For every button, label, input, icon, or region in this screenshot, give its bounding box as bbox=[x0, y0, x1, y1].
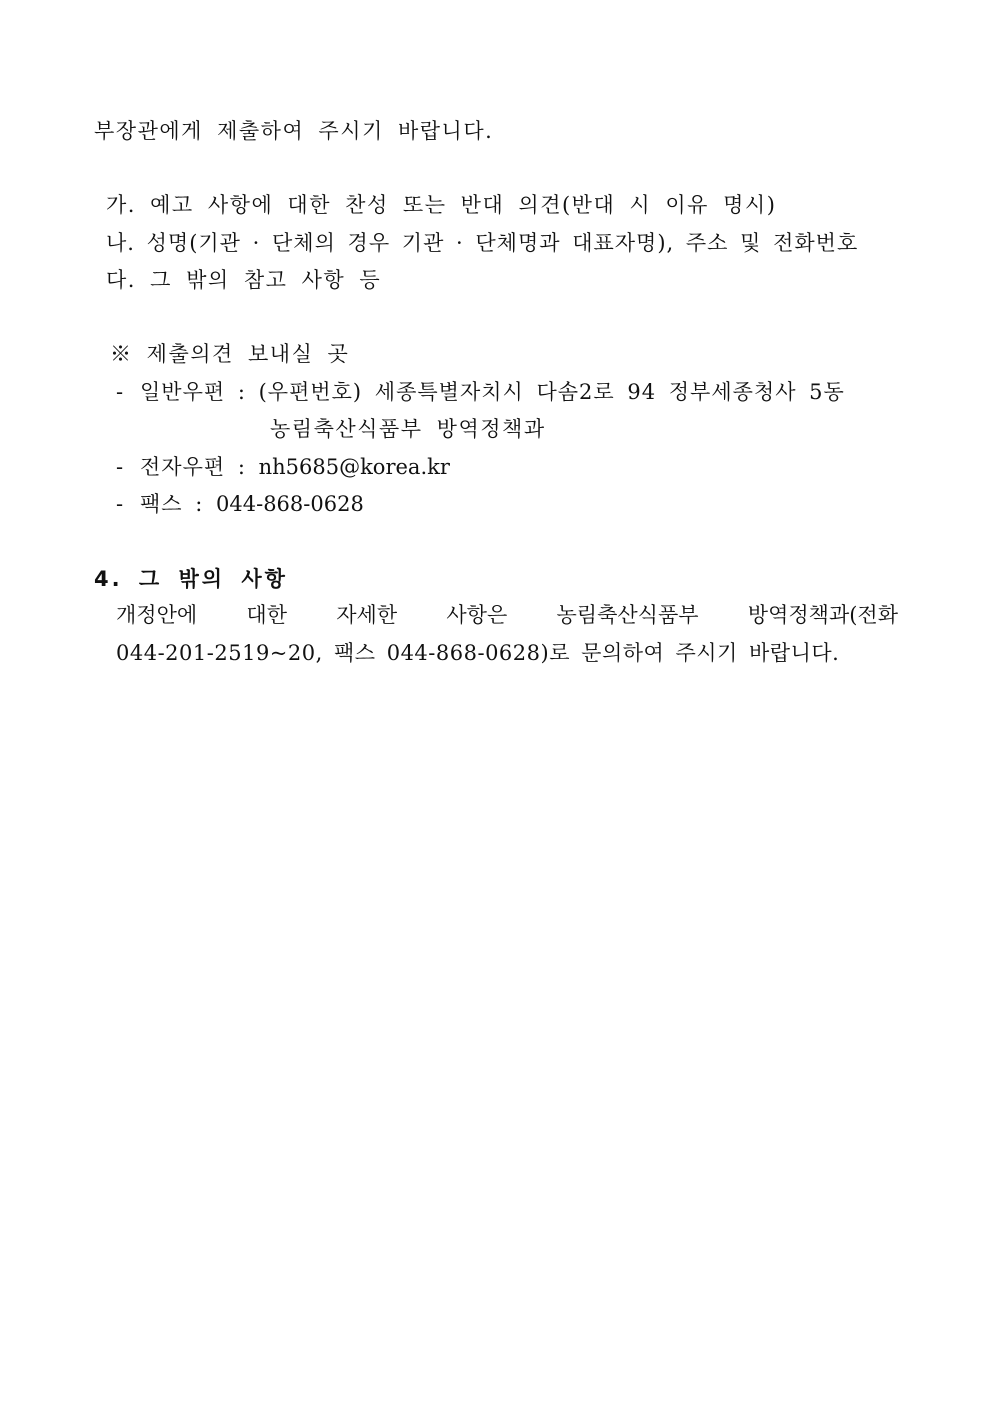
bullet-dash: - bbox=[116, 492, 125, 516]
list-item-ga: 가. 예고 사항에 대한 찬성 또는 반대 의견(반대 시 이유 명시) bbox=[106, 193, 777, 217]
section4-word: 농림축산식품부 bbox=[556, 603, 699, 627]
bullet-dash: - bbox=[116, 380, 125, 404]
mail-row bbox=[116, 377, 845, 407]
list-item-da: 다. 그 밖의 참고 사항 등 bbox=[106, 268, 382, 292]
section4-word: 대한 bbox=[246, 603, 287, 627]
mail-address-line2: 농림축산식품부 방역정책과 bbox=[270, 417, 546, 441]
section4-word: 사항은 bbox=[446, 603, 508, 627]
email-value: nh5685@korea.kr bbox=[258, 455, 450, 479]
section4-word: 자세한 bbox=[336, 603, 398, 627]
section4-line2: 044-201-2519~20, 팩스 044-868-0628)로 문의하여 주시기 바랍니다. bbox=[116, 641, 840, 665]
mail-address-line1: (우편번호) 세종특별자치시 다솜2로 94 정부세종청사 5동 bbox=[258, 380, 845, 404]
section4-word: 개정안에 bbox=[116, 603, 198, 627]
submission-title: ※ 제출의견 보내실 곳 bbox=[110, 342, 350, 366]
fax-row bbox=[116, 489, 364, 519]
fax-value: 044-868-0628 bbox=[216, 492, 364, 516]
bullet-dash: - bbox=[116, 455, 125, 479]
list-item-na: 나. 성명(기관 · 단체의 경우 기관 · 단체명과 대표자명), 주소 및 전화번호 bbox=[106, 231, 859, 255]
section4-line1 bbox=[116, 600, 898, 630]
section4-word: 방역정책과(전화 bbox=[747, 603, 898, 627]
section4-heading: 4. 그 밖의 사항 bbox=[94, 567, 288, 591]
intro-line: 부장관에게 제출하여 주시기 바랍니다. bbox=[94, 119, 494, 143]
email-row bbox=[116, 452, 450, 482]
email-label: 전자우편 : bbox=[140, 455, 246, 479]
mail-label: 일반우편 : bbox=[140, 380, 246, 404]
fax-label: 팩스 : bbox=[140, 492, 204, 516]
